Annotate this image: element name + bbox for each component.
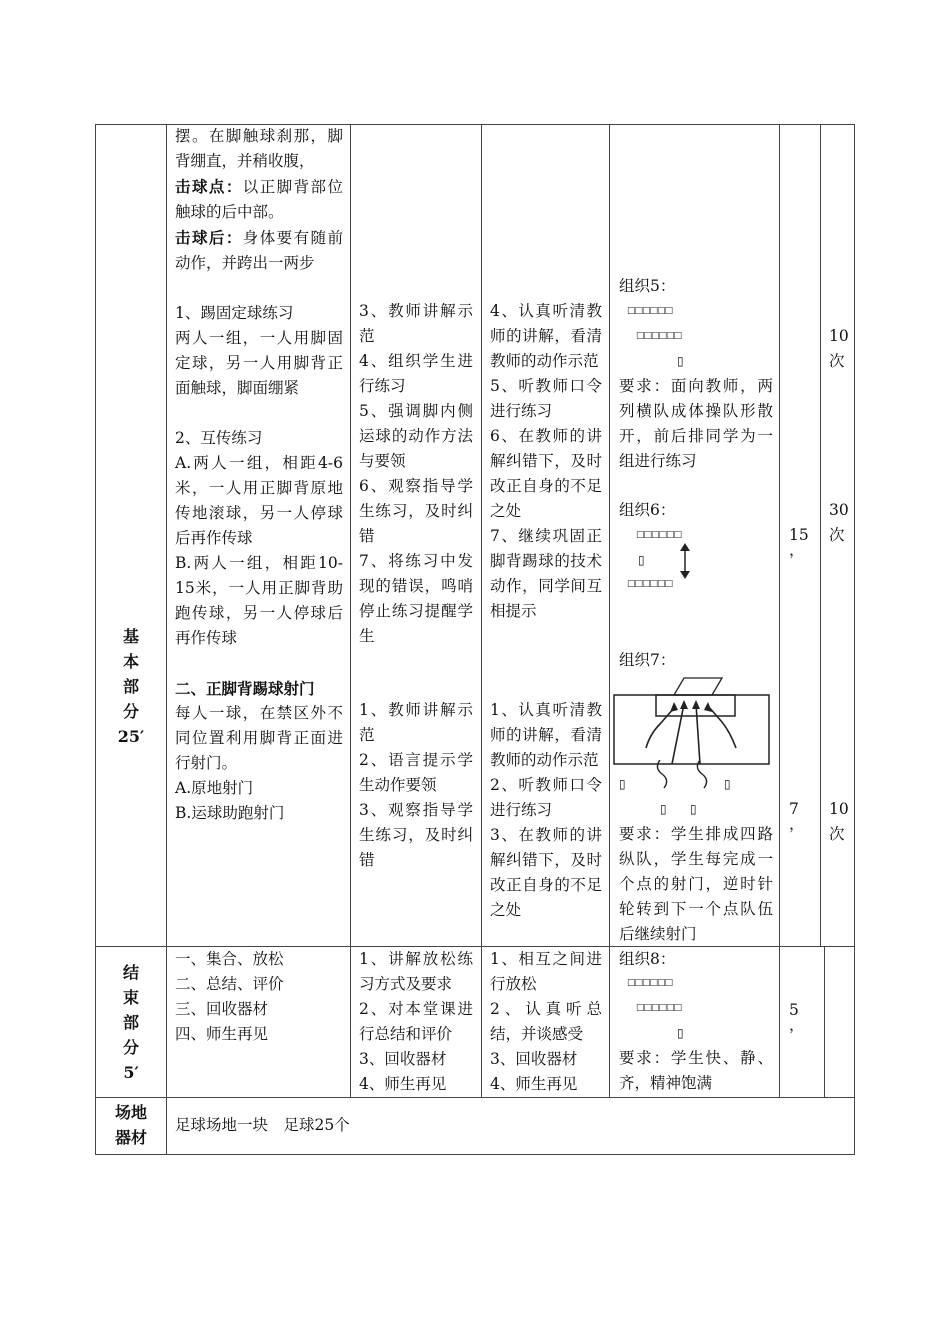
spacer <box>175 401 343 426</box>
basic-label-char-2: 本 <box>122 652 139 671</box>
hit-point-label: 击球点： <box>175 177 243 196</box>
end-time <box>789 998 805 1038</box>
end-section-label <box>96 960 166 1085</box>
org7-title: 组织7： <box>619 651 676 669</box>
time-unit: ， <box>789 815 805 833</box>
end-label-minutes: 5′ <box>123 1063 139 1082</box>
exercise-2-b: B.两人一组，相距10-15米，一人用正脚背助跑传球，另一人停球后再作传球 <box>175 554 343 647</box>
org7-group-4-marker: ▯ <box>690 802 697 816</box>
col-divider-student <box>481 124 482 1098</box>
teacher-step: 5、强调脚内侧运球的动作方法与要领 <box>359 402 473 470</box>
student-step: 6、在教师的讲解纠错下，及时改正自身的不足之处 <box>490 427 602 520</box>
col-divider-org <box>609 124 610 1098</box>
end-label-char-2: 束 <box>122 988 139 1007</box>
time-unit: ， <box>789 541 805 559</box>
after-hit-text: 身体要有随前动作，并跨出一两步 <box>175 229 343 272</box>
teacher-step: 3、观察指导学生练习，及时纠错 <box>359 801 473 869</box>
venue-label <box>96 1100 166 1150</box>
end-teacher-step: 4、师生再见 <box>359 1075 447 1093</box>
teacher-step: 4、组织学生进行练习 <box>359 352 473 395</box>
basic-label-char-3: 部 <box>122 677 139 696</box>
basic-student-cell-2 <box>490 698 602 923</box>
table-bottom-border <box>95 1154 855 1155</box>
col-divider-time <box>779 124 780 1098</box>
count-value: 10 <box>829 327 849 345</box>
basic-student-cell-1 <box>490 299 602 624</box>
part-2-b: B.运球助跑射门 <box>175 804 285 822</box>
basic-teacher-cell-1 <box>359 299 473 649</box>
basic-label-minutes: 25′ <box>117 727 145 746</box>
end-content-item: 二、总结、评价 <box>175 975 284 993</box>
org7-group-2-marker: ▯ <box>724 777 731 791</box>
col-divider-teacher <box>350 124 351 1098</box>
after-hit-label: 击球后： <box>175 228 243 247</box>
hit-point-text: 以正脚背部位触球的后中部。 <box>175 178 343 221</box>
end-content-cell <box>175 947 343 1047</box>
teacher-step: 3、教师讲解示范 <box>359 302 473 345</box>
count-1 <box>829 324 849 374</box>
spacer <box>175 651 343 676</box>
time-value: 7 <box>789 800 799 818</box>
end-student-step: 4、师生再见 <box>490 1075 578 1093</box>
count-unit: 次 <box>829 352 845 370</box>
hit-point-paragraph <box>175 174 343 225</box>
end-label-char-1: 结 <box>122 963 139 982</box>
end-label-char-3: 部 <box>122 1013 139 1032</box>
org5-title: 组织5： <box>619 277 676 295</box>
basic-time-b <box>789 797 805 837</box>
goal-net-shape <box>674 678 722 695</box>
end-student-step: 1、相互之间进行放松 <box>490 950 602 993</box>
end-content-item: 一、集合、放松 <box>175 950 284 968</box>
org5-row-1: □□□□□□ <box>627 306 673 316</box>
venue-label-line-1: 场地 <box>114 1103 147 1122</box>
org7-group-3-marker: ▯ <box>660 802 667 816</box>
time-value: 15 <box>789 526 809 544</box>
count-3 <box>829 797 849 847</box>
student-step: 3、在教师的讲解纠错下，及时改正自身的不足之处 <box>490 826 602 919</box>
end-teacher-cell <box>359 947 473 1097</box>
org5-row-2: □□□□□□ <box>636 331 682 341</box>
basic-label-char-1: 基 <box>122 627 139 646</box>
end-content-item: 四、师生再见 <box>175 1025 269 1043</box>
teacher-step: 1、教师讲解示范 <box>359 701 473 744</box>
penalty-area-outline <box>614 695 769 764</box>
col-divider-count <box>820 124 821 946</box>
org8-row-2: □□□□□□ <box>636 1003 682 1013</box>
teacher-step: 6、观察指导学生练习，及时纠错 <box>359 477 473 545</box>
org8-title: 组织8： <box>619 950 676 968</box>
org5-requirement: 要求：面向教师，两列横队成体操队形散开，前后排同学为一组进行练习 <box>619 377 773 470</box>
basic-label-char-4: 分 <box>122 702 139 721</box>
end-student-step: 3、回收器材 <box>490 1050 578 1068</box>
count-unit: 次 <box>829 526 845 544</box>
end-student-step: 2、认真听总结，并谈感受 <box>490 1000 602 1043</box>
row-divider-venue <box>95 1097 855 1098</box>
end-label-char-4: 分 <box>122 1038 139 1057</box>
time-value: 5 <box>789 1001 799 1019</box>
shooting-drill-diagram <box>612 674 772 766</box>
venue-label-line-2: 器材 <box>114 1128 147 1147</box>
student-step: 1、认真听清教师的讲解，看清教师的动作示范 <box>490 701 602 769</box>
time-unit: ， <box>789 1016 805 1034</box>
teacher-step: 2、语言提示学生动作要领 <box>359 751 473 794</box>
org6-row-2: □□□□□□ <box>627 579 673 589</box>
end-teacher-step: 2、对本堂课进行总结和评价 <box>359 1000 473 1043</box>
spacer <box>175 276 343 301</box>
part-2-text: 每人一球，在禁区外不同位置利用脚背正面进行射门。 <box>175 704 343 772</box>
part-2-a: A.原地射门 <box>175 779 254 797</box>
venue-text: 足球场地一块 足球25个 <box>175 1116 350 1134</box>
org6-teacher-marker: ▯ <box>638 553 645 567</box>
student-step: 5、听教师口令进行练习 <box>490 377 602 420</box>
student-step: 4、认真听清教师的讲解，看清教师的动作示范 <box>490 302 602 370</box>
technique-intro: 摆。在脚触球刹那，脚背绷直，并稍收腹， <box>175 127 343 170</box>
exercise-2-title: 2、互传练习 <box>175 429 263 447</box>
count-2 <box>829 498 849 548</box>
curved-run-lines <box>640 760 720 790</box>
basic-teacher-cell-2 <box>359 698 473 873</box>
basic-section-label <box>96 624 166 749</box>
org6-row-1: □□□□□□ <box>636 530 682 540</box>
count-unit: 次 <box>829 825 845 843</box>
org8-teacher-marker: ▯ <box>677 1026 684 1040</box>
end-student-cell <box>490 947 602 1097</box>
org8-row-1: □□□□□□ <box>627 978 673 988</box>
col-divider-content <box>166 124 167 1155</box>
student-step: 7、继续巩固正脚背踢球的技术动作，同学间互相提示 <box>490 527 602 620</box>
part-2-title: 二、正脚背踢球射门 <box>175 679 315 698</box>
count-value: 10 <box>829 800 849 818</box>
end-content-item: 三、回收器材 <box>175 1000 269 1018</box>
table-right-border <box>854 124 855 1155</box>
org8-requirement: 要求：学生快、静、齐，精神饱满 <box>619 1049 773 1092</box>
count-value: 30 <box>829 501 849 519</box>
end-teacher-step: 1、讲解放松练习方式及要求 <box>359 950 473 993</box>
exercise-1-title: 1、踢固定球练习 <box>175 304 294 322</box>
org5-teacher-marker: ▯ <box>677 354 684 368</box>
basic-content-cell <box>175 124 343 826</box>
end-teacher-step: 3、回收器材 <box>359 1050 447 1068</box>
exercise-2-a: A.两人一组，相距4-6米，一人用正脚背原地传地滚球，另一人停球后再作传球 <box>175 454 343 547</box>
col-divider-count-end <box>824 946 825 1098</box>
student-step: 2、听教师口令进行练习 <box>490 776 602 819</box>
basic-time-a <box>789 523 809 563</box>
after-hit-paragraph <box>175 225 343 276</box>
double-arrow-icon <box>678 543 692 579</box>
teacher-step: 7、将练习中发现的错误，鸣哨停止练习提醒学生 <box>359 552 473 645</box>
exercise-1-text: 两人一组，一人用脚固定球，另一人用脚背正面触球，脚面绷紧 <box>175 329 343 397</box>
org6-title: 组织6： <box>619 501 676 519</box>
org7-group-1-marker: ▯ <box>619 777 626 791</box>
shot-arrows <box>646 704 736 764</box>
org7-requirement: 要求：学生排成四路纵队，学生每完成一个点的射门，逆时针轮转到下一个点队伍后继续射门 <box>619 825 773 943</box>
